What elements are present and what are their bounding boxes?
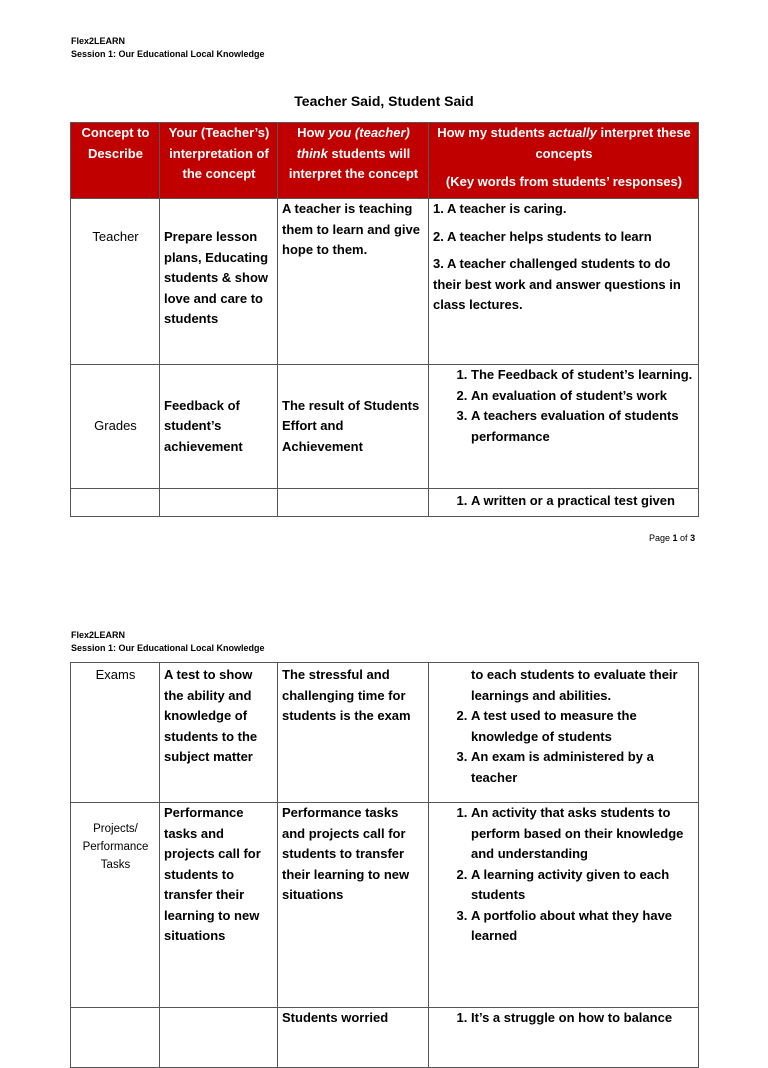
table-row-projects xyxy=(71,803,699,1008)
table-row-grades xyxy=(71,365,699,489)
table-header-row xyxy=(71,123,699,199)
answer-item: 1. A written or a practical test given xyxy=(471,491,695,512)
answer-continued: to each students to evaluate their learnings and abilities. xyxy=(471,667,678,703)
table-row-exams-start xyxy=(71,489,699,517)
doc-header-line2: Session 1: Our Educational Local Knowledge xyxy=(71,49,265,59)
table-row-teacher xyxy=(71,199,699,365)
answer-item: 3. An exam is administered by a teacher xyxy=(471,747,695,788)
concept-teacher: Teacher xyxy=(71,199,160,365)
doc-header-line1: Flex2LEARN xyxy=(71,36,126,46)
think-teacher: A teacher is teaching them to learn and give hope to them. xyxy=(278,199,429,365)
answer-item: 2. A test used to measure the knowledge of students xyxy=(471,706,695,747)
answer-item: 3. A teacher challenged students to do their best work and answer questions in class lectures. xyxy=(433,256,681,312)
answer-item: 3. A teachers evaluation of students performance xyxy=(471,406,695,447)
answer-item: 2. A learning activity given to each students xyxy=(471,865,695,906)
answers-exams xyxy=(429,663,699,803)
think-grades: The result of Students Effort and Achievement xyxy=(278,365,429,489)
doc-header-line1-p2: Flex2LEARN xyxy=(71,630,126,640)
yours-projects: Performance tasks and projects call for students to transfer their learning to new situations xyxy=(160,803,278,1008)
table-row-exams xyxy=(71,663,699,803)
page-number: Page 1 of 3 xyxy=(649,533,696,543)
yours-exams: A test to show the ability and knowledge of students to the subject matter xyxy=(160,663,278,803)
answer-item: 1. It’s a struggle on how to balance xyxy=(471,1008,695,1029)
col-header-students-actual: How my students actually interpret these concepts (Key words from students’ responses) xyxy=(429,123,699,199)
think-projects: Performance tasks and projects call for students to transfer their learning to new situations xyxy=(278,803,429,1008)
page-title: Teacher Said, Student Said xyxy=(294,93,474,109)
yours-teacher: Prepare lesson plans, Educating students & show love and care to students xyxy=(160,199,278,365)
think-exams: The stressful and challenging time for students is the exam xyxy=(278,663,429,803)
concept-table-page1 xyxy=(70,122,699,517)
answers-projects xyxy=(429,803,699,1008)
col-header-concept: Concept to Describe xyxy=(71,123,160,199)
yours-grades: Feedback of student’s achievement xyxy=(160,365,278,489)
answer-item: 1. A teacher is caring. xyxy=(433,201,567,216)
concept-grades: Grades xyxy=(71,365,160,489)
answer-item: 3. A portfolio about what they have learned xyxy=(471,906,695,947)
col-header-your-interpretation: Your (Teacher’s) interpretation of the concept xyxy=(160,123,278,199)
answer-item: 2. An evaluation of student’s work xyxy=(471,386,695,407)
col-header-teacher-think: How you (teacher) think students will interpret the concept xyxy=(278,123,429,199)
answer-item: 2. A teacher helps students to learn xyxy=(433,228,652,244)
col-header-subnote: (Key words from students’ responses) xyxy=(445,174,683,189)
answer-item: 1. The Feedback of student’s learning. xyxy=(471,365,695,386)
doc-header-line2-p2: Session 1: Our Educational Local Knowledge xyxy=(71,643,265,653)
table-row-next xyxy=(71,1008,699,1068)
answer-item: 1. An activity that asks students to perform based on their knowledge and understanding xyxy=(471,803,695,865)
answers-teacher xyxy=(429,199,699,365)
concept-projects: Projects/ Performance Tasks xyxy=(71,803,160,1008)
concept-table-page2 xyxy=(70,662,699,1068)
answers-next xyxy=(429,1008,699,1068)
answers-exams-start xyxy=(429,489,699,517)
concept-exams: Exams xyxy=(71,663,160,803)
think-next: Students worried xyxy=(278,1008,429,1068)
answers-grades xyxy=(429,365,699,489)
